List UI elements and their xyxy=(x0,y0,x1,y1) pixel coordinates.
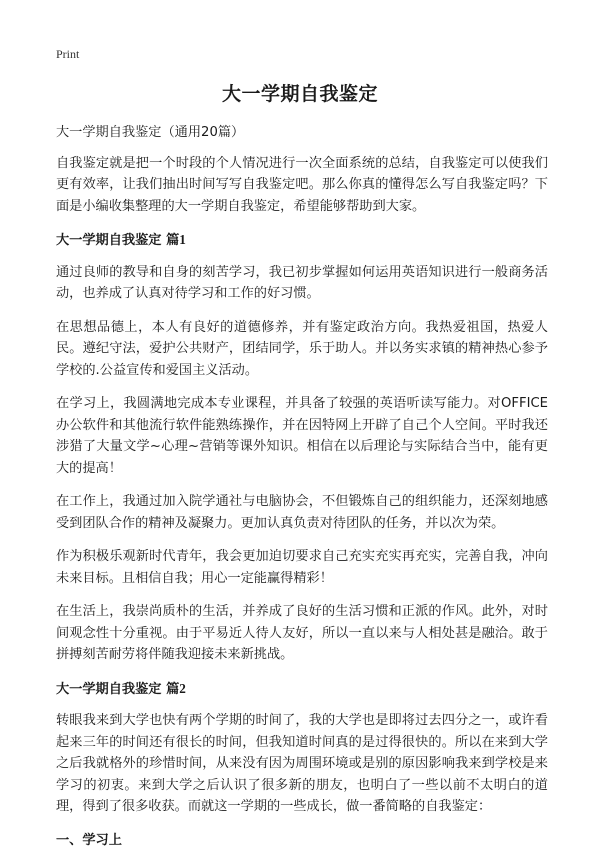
section-1-paragraph: 在生活上，我崇尚质朴的生活，并养成了良好的生活习惯和正派的作风。此外，对时间观念性十分重视。由于平易近人待人友好，所以一直以来与人相处甚是融洽。敢于拼搏刻苦耐劳将伴随我迎接未来新挑战。 xyxy=(56,604,548,662)
section-1-paragraph: 在思想品德上，本人有良好的道德修养，并有鉴定政治方向。我热爱祖国，热爱人民。遵纪守法，爱护公共财产，团结同学，乐于助人。并以务实求镇的精神热心参予学校的.公益宣传和爱国主义活动。 xyxy=(56,319,548,378)
section-1-paragraph: 在学习上，我圆满地完成本专业课程，并具备了较强的英语听读写能力。对OFFICE办公软件和其他流行软件能熟练操作，并在因特网上开辟了自己个人空间。平时我还涉猎了大量文学~心理~营销等课外知识。相信在以后理论与实际结合当中，能有更大的提高！ xyxy=(56,396,548,476)
intro-paragraph: 自我鉴定就是把一个时段的个人情况进行一次全面系统的总结，自我鉴定可以使我们更有效率，让我们抽出时间写写自我鉴定吧。那么你真的懂得怎么写自我鉴定吗？下面是小编收集整理的大一学期自我鉴定，希望能够帮助到大家。 xyxy=(56,155,548,214)
section-heading-number: 1 xyxy=(179,232,186,247)
section-heading-text: 大一学期自我鉴定 篇 xyxy=(56,681,180,697)
section-heading-text: 大一学期自我鉴定 篇 xyxy=(56,233,180,248)
section-heading-number: 2 xyxy=(179,680,186,696)
document-subtitle: 大一学期自我鉴定（通用20篇） xyxy=(56,125,245,140)
section-1-paragraph: 作为积极乐观新时代青年，我会更加迫切要求自己充实充实再充实，完善自我，冲向未来目标。且相信自我；用心一定能赢得精彩！ xyxy=(56,549,548,586)
section-1-paragraph: 通过良师的教导和自身的刻苦学习，我已初步掌握如何运用英语知识进行一般商务活动，也养成了认真对待学习和工作的好习惯。 xyxy=(56,264,548,301)
print-link[interactable]: Print xyxy=(56,47,80,61)
section-2-subheading: 一、学习上 xyxy=(56,832,122,848)
section-heading-2 xyxy=(56,678,548,701)
article-body xyxy=(56,122,548,861)
section-2-paragraph: 转眼我来到大学也快有两个学期的时间了，我的大学也是即将过去四分之一，或许看起来三年的时间还有很长的时间，但我知道时间真的是过得很快的。所以在来到大学之后我就格外的珍惜时间，从来没有因为周围环境或是别的原因影响我来到学校是来学习的初衷。来到大学之后认识了很多新的朋友，也明白了一些以前不太明白的道理，得到了很多收获。而就这一学期的一些成长，做一番简略的自我鉴定： xyxy=(56,713,548,814)
section-heading-1 xyxy=(56,229,548,252)
section-1-paragraph: 在工作上，我通过加入院学通社与电脑协会，不但锻炼自己的组织能力，还深刻地感受到团队合作的精神及凝聚力。更加认真负责对待团队的任务，并以次为荣。 xyxy=(56,494,548,531)
page-title: 大一学期自我鉴定 xyxy=(221,83,378,105)
